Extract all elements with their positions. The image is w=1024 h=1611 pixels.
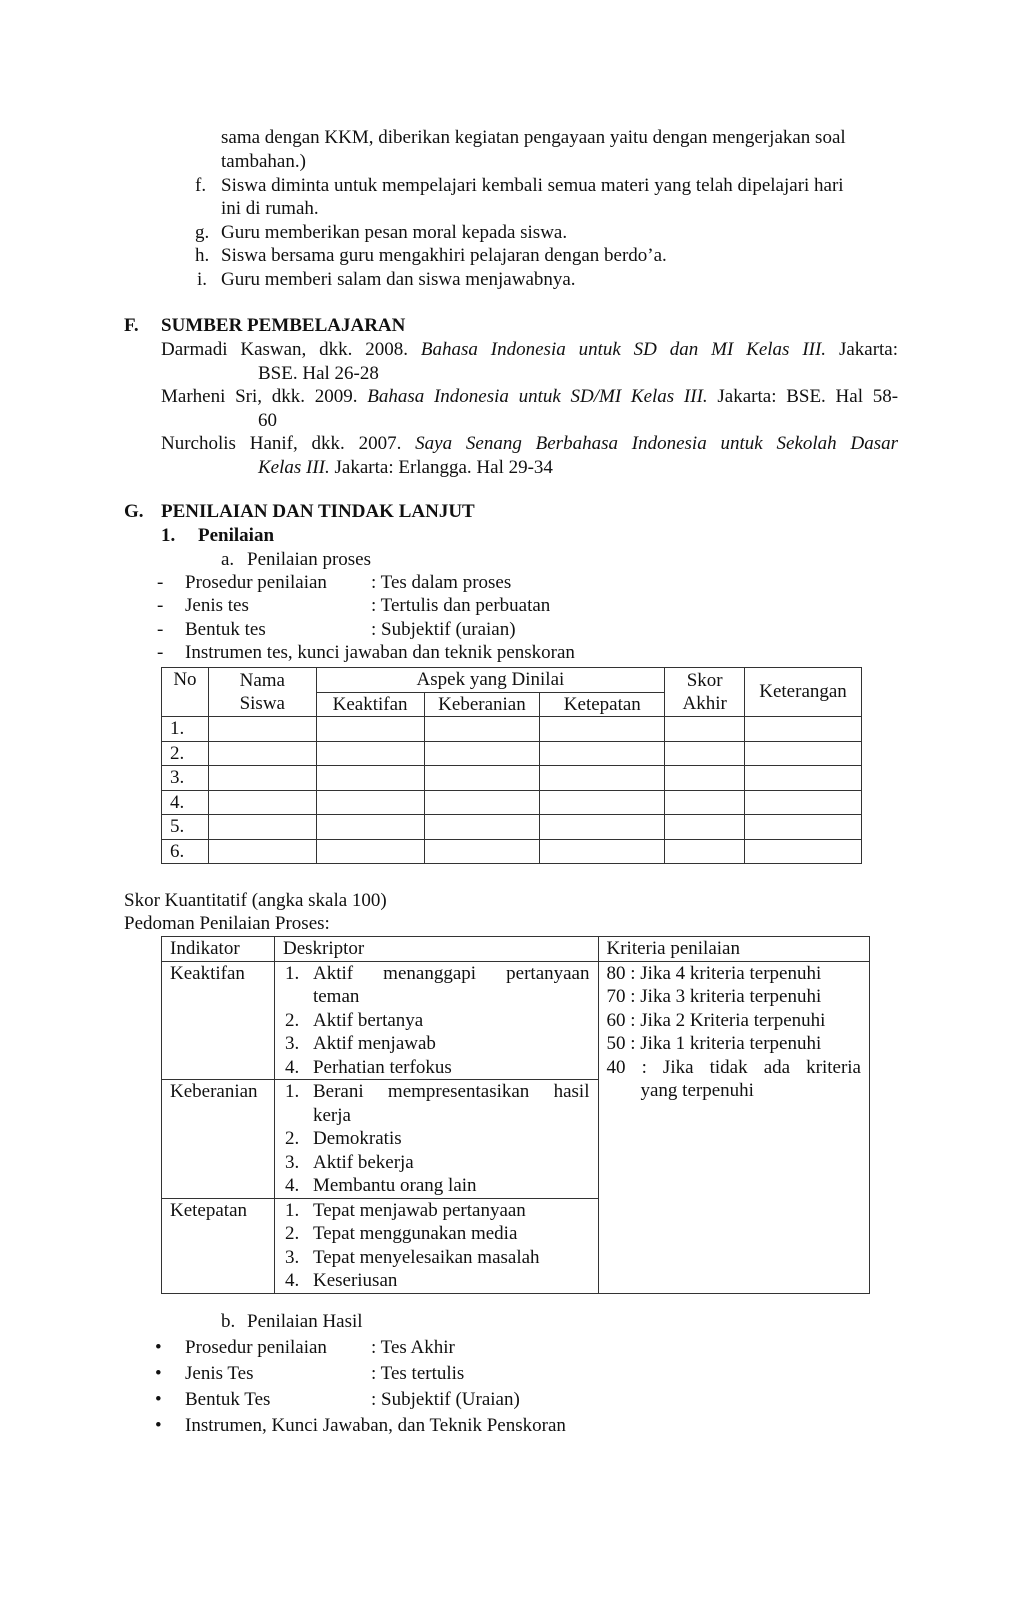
subsubsection-title: Penilaian proses	[247, 549, 372, 570]
table-header: No	[162, 668, 209, 717]
row-number: 3.	[162, 766, 209, 791]
list-marker: b.	[221, 1311, 236, 1332]
dash-bullet: -	[157, 619, 164, 640]
field-label: Jenis tes	[185, 595, 249, 616]
guideline-table	[161, 936, 870, 1294]
table-header: Aspek yang Dinilai	[316, 668, 665, 693]
reference-item: Marheni Sri, dkk. 2009. Bahasa Indonesia untuk SD/MI Kelas III. Jakarta: BSE. Hal 58-	[161, 386, 899, 407]
list-item: Guru memberikan pesan moral kepada siswa.	[221, 222, 568, 243]
descriptor-cell: 1. Berani mempresentasikan hasil kerja 2. Demokratis 3. Aktif bekerja 4. Membantu orang lain	[274, 1080, 598, 1199]
field-label: Prosedur penilaian	[185, 572, 327, 593]
table-subheader: Keaktifan	[316, 692, 424, 717]
guideline-title: Pedoman Penilaian Proses:	[124, 913, 330, 934]
reference-item: Darmadi Kaswan, dkk. 2008. Bahasa Indonesia untuk SD dan MI Kelas III. Jakarta:	[161, 339, 899, 360]
list-marker: g.	[195, 222, 210, 243]
subsection-number: 1.	[161, 525, 176, 546]
row-number: 1.	[162, 717, 209, 742]
dash-bullet: -	[157, 642, 164, 663]
bullet: •	[155, 1363, 162, 1384]
table-header: Deskriptor	[274, 937, 598, 962]
subsubsection-title: Penilaian Hasil	[247, 1311, 363, 1332]
list-item: Siswa diminta untuk mempelajari kembali semua materi yang telah dipelajari hari	[221, 175, 844, 196]
field-value: : Tes dalam proses	[371, 572, 512, 593]
table-row	[162, 790, 862, 815]
dash-bullet: -	[157, 595, 164, 616]
list-item-continuation: ini di rumah.	[221, 198, 319, 219]
list-marker: i.	[197, 269, 208, 290]
intro-continuation-line: sama dengan KKM, diberikan kegiatan pengayaan yaitu dengan mengerjakan soal	[221, 127, 846, 148]
table-header: Kriteria penilaian	[598, 937, 870, 962]
criteria-cell: 80 : Jika 4 kriteria terpenuhi 70 : Jika 3 kriteria terpenuhi 60 : Jika 2 Kriteria terpenuhi 50 : Jika 1 kriteria terpenuhi 40 : Jika tidak ada kriteria yang terpenuhi	[598, 961, 870, 1293]
field-value: : Subjektif (uraian)	[371, 619, 516, 640]
list-item: Guru memberi salam dan siswa menjawabnya.	[221, 269, 576, 290]
field-value: : Tertulis dan perbuatan	[371, 595, 551, 616]
row-number: 6.	[162, 839, 209, 864]
field-label: Instrumen, Kunci Jawaban, dan Teknik Penskoran	[185, 1415, 566, 1436]
assessment-table	[161, 667, 862, 864]
row-number: 5.	[162, 815, 209, 840]
section-title: SUMBER PEMBELAJARAN	[161, 315, 406, 336]
field-label: Bentuk tes	[185, 619, 266, 640]
bullet: •	[155, 1337, 162, 1358]
section-letter: F.	[124, 315, 139, 336]
descriptor-cell: 1. Tepat menjawab pertanyaan 2. Tepat menggunakan media 3. Tepat menyelesaikan masalah 4. Keseriusan	[274, 1198, 598, 1293]
row-number: 4.	[162, 790, 209, 815]
intro-continuation-line: tambahan.)	[221, 151, 306, 172]
bullet: •	[155, 1415, 162, 1436]
reference-item: Nurcholis Hanif, dkk. 2007. Saya Senang Berbahasa Indonesia untuk Sekolah Dasar	[161, 433, 898, 454]
field-value: : Subjektif (Uraian)	[371, 1389, 520, 1410]
table-header: Indikator	[162, 937, 275, 962]
field-value: : Tes Akhir	[371, 1337, 455, 1358]
descriptor-cell: 1. Aktif menanggapi pertanyaan teman 2. Aktif bertanya 3. Aktif menjawab 4. Perhatian terfokus	[274, 961, 598, 1080]
field-value: : Tes tertulis	[371, 1363, 465, 1384]
row-number: 2.	[162, 741, 209, 766]
table-row	[162, 815, 862, 840]
table-header: Nama Siswa	[208, 668, 316, 717]
dash-bullet: -	[157, 572, 164, 593]
table-subheader: Ketepatan	[540, 692, 665, 717]
subsection-title: Penilaian	[198, 525, 275, 546]
reference-continuation: Kelas III. Jakarta: Erlangga. Hal 29-34	[258, 457, 553, 478]
list-marker: f.	[195, 175, 207, 196]
field-label: Bentuk Tes	[185, 1389, 271, 1410]
table-row	[162, 839, 862, 864]
bullet: •	[155, 1389, 162, 1410]
table-row	[162, 717, 862, 742]
reference-continuation: 60	[258, 410, 277, 431]
table-subheader: Keberanian	[424, 692, 540, 717]
table-row	[162, 766, 862, 791]
reference-continuation: BSE. Hal 26-28	[258, 363, 379, 384]
table-row	[162, 741, 862, 766]
field-label: Prosedur penilaian	[185, 1337, 327, 1358]
field-label: Instrumen tes, kunci jawaban dan teknik penskoran	[185, 642, 575, 663]
table-header: Keterangan	[745, 668, 862, 717]
section-letter: G.	[124, 501, 144, 522]
indicator-cell: Keaktifan	[162, 961, 275, 1080]
field-label: Jenis Tes	[185, 1363, 254, 1384]
list-marker: h.	[195, 245, 210, 266]
section-title: PENILAIAN DAN TINDAK LANJUT	[161, 501, 475, 522]
indicator-cell: Keberanian	[162, 1080, 275, 1199]
list-marker: a.	[221, 549, 235, 570]
indicator-cell: Ketepatan	[162, 1198, 275, 1293]
table-header: Skor Akhir	[665, 668, 745, 717]
score-note: Skor Kuantitatif (angka skala 100)	[124, 890, 387, 911]
list-item: Siswa bersama guru mengakhiri pelajaran dengan berdo’a.	[221, 245, 667, 266]
